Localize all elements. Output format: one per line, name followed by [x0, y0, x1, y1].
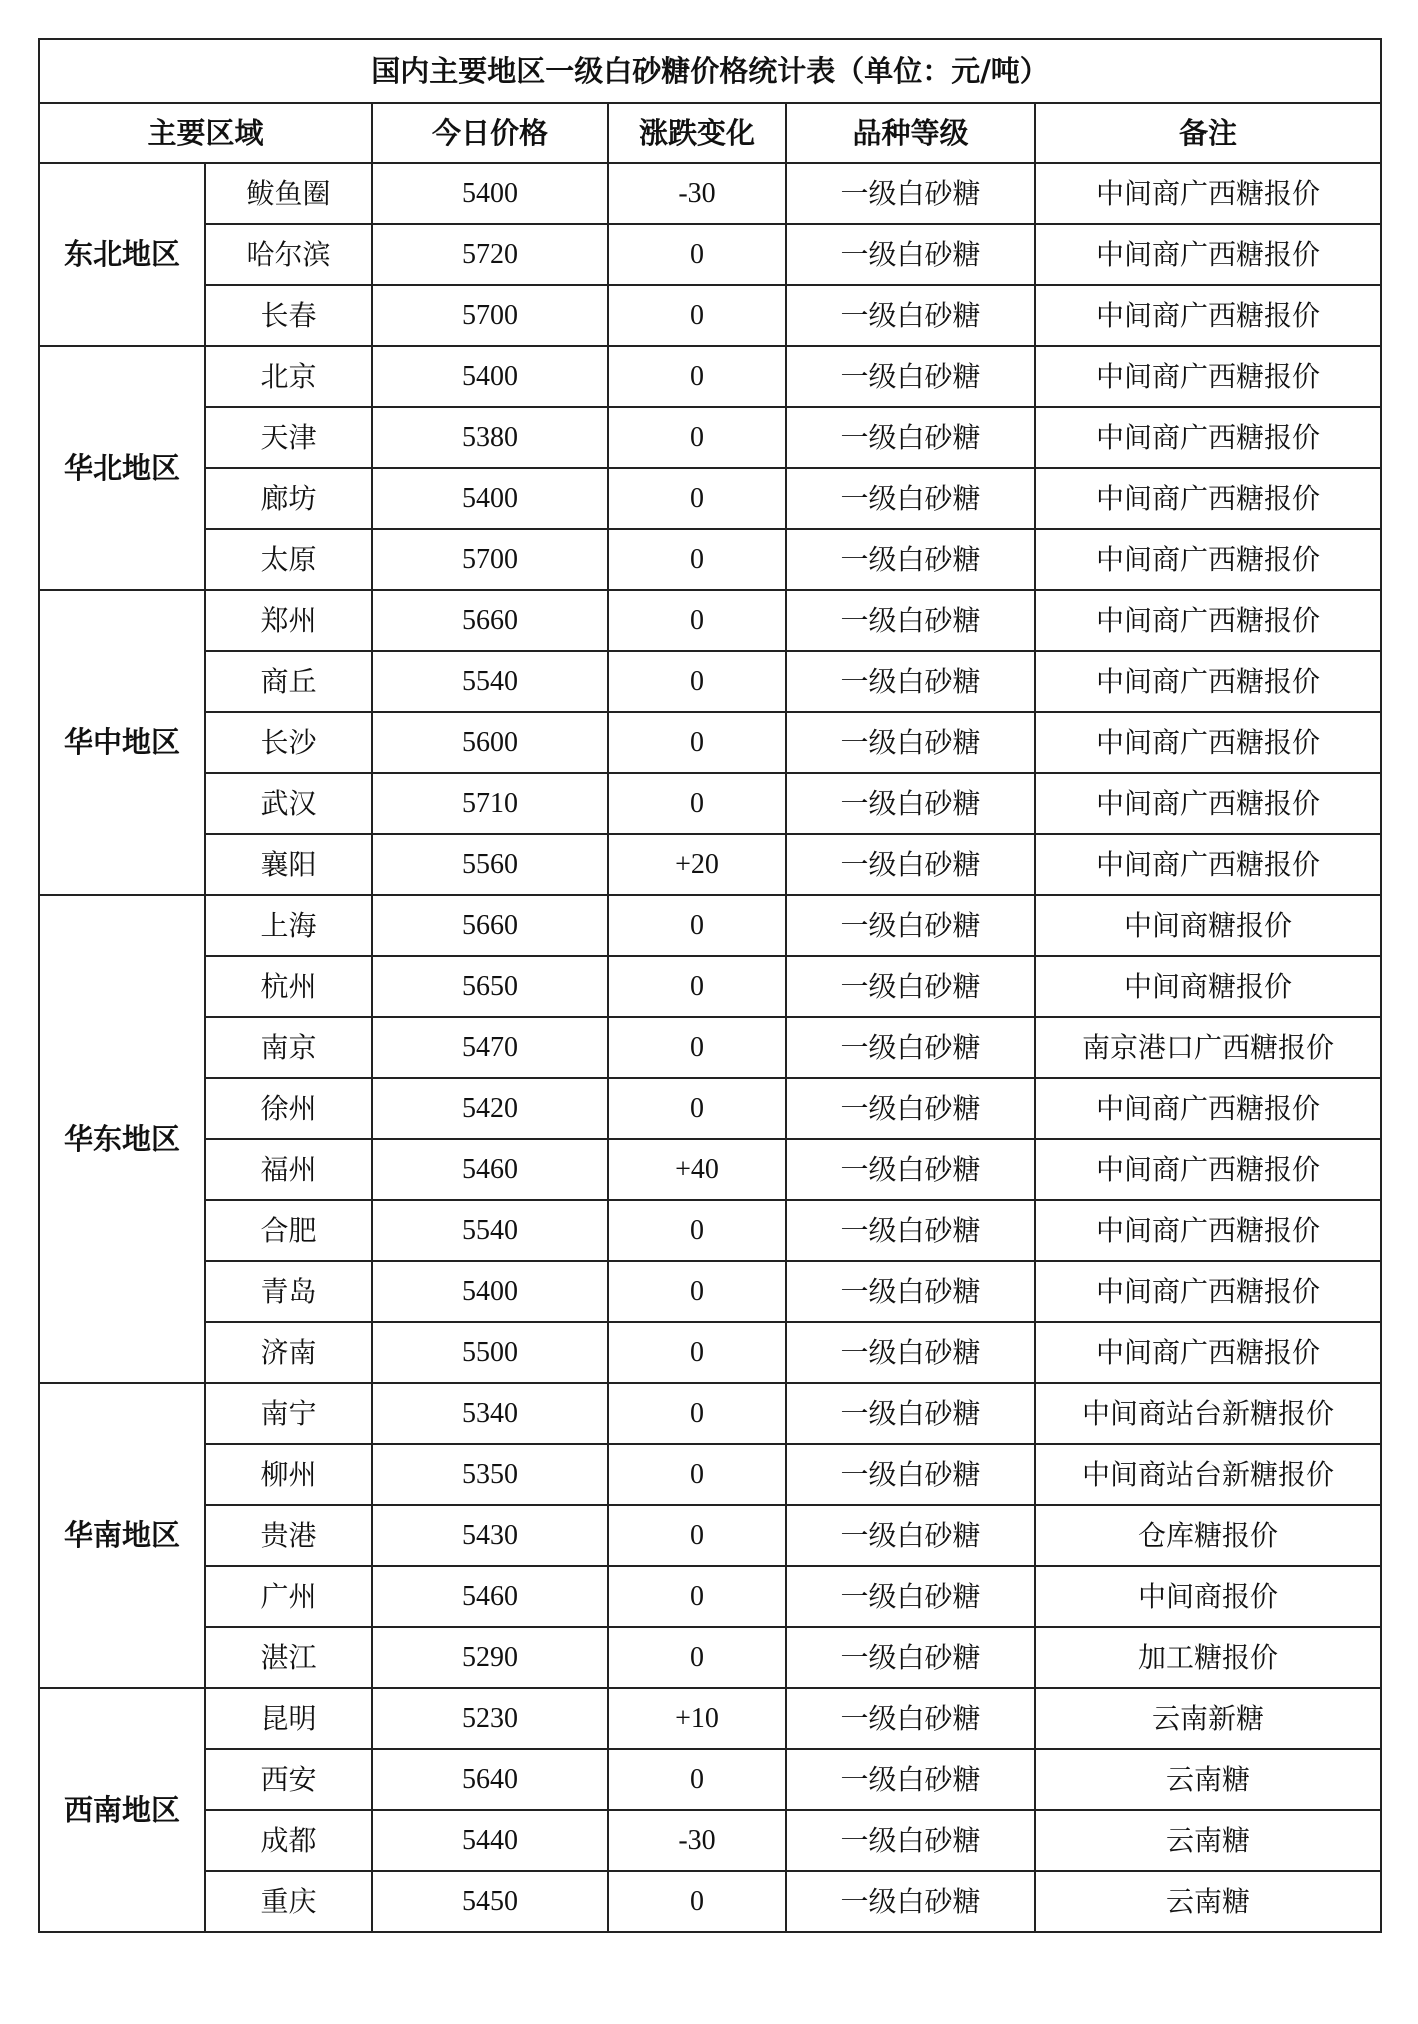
price-cell: 5700: [372, 529, 608, 590]
change-cell: 0: [608, 346, 786, 407]
note-cell: 中间商糖报价: [1035, 895, 1381, 956]
city-cell: 西安: [205, 1749, 372, 1810]
change-cell: 0: [608, 1566, 786, 1627]
grade-cell: 一级白砂糖: [786, 834, 1035, 895]
grade-cell: 一级白砂糖: [786, 956, 1035, 1017]
note-cell: 中间商报价: [1035, 1566, 1381, 1627]
city-cell: 成都: [205, 1810, 372, 1871]
table-row: [39, 1566, 1381, 1627]
note-cell: 中间商广西糖报价: [1035, 1322, 1381, 1383]
city-cell: 重庆: [205, 1871, 372, 1932]
table-row: [39, 1017, 1381, 1078]
city-cell: 上海: [205, 895, 372, 956]
price-table: [38, 38, 1382, 1933]
change-cell: 0: [608, 1749, 786, 1810]
note-cell: 中间商广西糖报价: [1035, 1261, 1381, 1322]
change-cell: 0: [608, 1444, 786, 1505]
note-cell: 中间商广西糖报价: [1035, 285, 1381, 346]
region-name: 华东地区: [39, 895, 205, 1383]
table-row: [39, 1688, 1381, 1749]
region-name: 华南地区: [39, 1383, 205, 1688]
table-row: [39, 956, 1381, 1017]
table-row: [39, 1200, 1381, 1261]
city-cell: 商丘: [205, 651, 372, 712]
note-cell: 云南糖: [1035, 1871, 1381, 1932]
change-cell: 0: [608, 956, 786, 1017]
table-row: [39, 163, 1381, 224]
note-cell: 仓库糖报价: [1035, 1505, 1381, 1566]
grade-cell: 一级白砂糖: [786, 1871, 1035, 1932]
grade-cell: 一级白砂糖: [786, 1322, 1035, 1383]
city-cell: 柳州: [205, 1444, 372, 1505]
table-body: [39, 163, 1381, 1932]
price-cell: 5540: [372, 651, 608, 712]
price-cell: 5540: [372, 1200, 608, 1261]
price-cell: 5350: [372, 1444, 608, 1505]
change-cell: 0: [608, 590, 786, 651]
grade-cell: 一级白砂糖: [786, 1261, 1035, 1322]
change-cell: +20: [608, 834, 786, 895]
city-cell: 北京: [205, 346, 372, 407]
city-cell: 长春: [205, 285, 372, 346]
city-cell: 湛江: [205, 1627, 372, 1688]
grade-cell: 一级白砂糖: [786, 895, 1035, 956]
table-row: [39, 1627, 1381, 1688]
note-cell: 中间商广西糖报价: [1035, 529, 1381, 590]
note-cell: 加工糖报价: [1035, 1627, 1381, 1688]
change-cell: 0: [608, 1383, 786, 1444]
city-cell: 青岛: [205, 1261, 372, 1322]
grade-cell: 一级白砂糖: [786, 651, 1035, 712]
note-cell: 中间商广西糖报价: [1035, 1078, 1381, 1139]
grade-cell: 一级白砂糖: [786, 773, 1035, 834]
grade-cell: 一级白砂糖: [786, 1078, 1035, 1139]
grade-cell: 一级白砂糖: [786, 1505, 1035, 1566]
city-cell: 天津: [205, 407, 372, 468]
grade-cell: 一级白砂糖: [786, 224, 1035, 285]
note-cell: 云南糖: [1035, 1810, 1381, 1871]
grade-cell: 一级白砂糖: [786, 1444, 1035, 1505]
change-cell: 0: [608, 224, 786, 285]
note-cell: 中间商广西糖报价: [1035, 773, 1381, 834]
price-cell: 5460: [372, 1566, 608, 1627]
table-row: [39, 1139, 1381, 1200]
change-cell: 0: [608, 529, 786, 590]
header-price: 今日价格: [372, 103, 608, 163]
price-cell: 5450: [372, 1871, 608, 1932]
price-cell: 5650: [372, 956, 608, 1017]
city-cell: 长沙: [205, 712, 372, 773]
change-cell: 0: [608, 1871, 786, 1932]
city-cell: 昆明: [205, 1688, 372, 1749]
table-row: [39, 1505, 1381, 1566]
city-cell: 济南: [205, 1322, 372, 1383]
change-cell: 0: [608, 712, 786, 773]
change-cell: +40: [608, 1139, 786, 1200]
note-cell: 中间商广西糖报价: [1035, 651, 1381, 712]
table-row: [39, 651, 1381, 712]
change-cell: 0: [608, 1261, 786, 1322]
change-cell: 0: [608, 1627, 786, 1688]
grade-cell: 一级白砂糖: [786, 1139, 1035, 1200]
table-row: [39, 346, 1381, 407]
city-cell: 杭州: [205, 956, 372, 1017]
change-cell: 0: [608, 285, 786, 346]
header-note: 备注: [1035, 103, 1381, 163]
table-row: [39, 1261, 1381, 1322]
grade-cell: 一级白砂糖: [786, 1383, 1035, 1444]
price-cell: 5500: [372, 1322, 608, 1383]
change-cell: -30: [608, 1810, 786, 1871]
price-cell: 5660: [372, 590, 608, 651]
change-cell: 0: [608, 1505, 786, 1566]
region-name: 西南地区: [39, 1688, 205, 1932]
price-cell: 5600: [372, 712, 608, 773]
table-row: [39, 895, 1381, 956]
grade-cell: 一级白砂糖: [786, 1810, 1035, 1871]
change-cell: 0: [608, 468, 786, 529]
price-cell: 5430: [372, 1505, 608, 1566]
price-cell: 5340: [372, 1383, 608, 1444]
region-name: 华中地区: [39, 590, 205, 895]
note-cell: 中间商站台新糖报价: [1035, 1383, 1381, 1444]
grade-cell: 一级白砂糖: [786, 346, 1035, 407]
grade-cell: 一级白砂糖: [786, 407, 1035, 468]
table-row: [39, 407, 1381, 468]
price-cell: 5440: [372, 1810, 608, 1871]
table-row: [39, 1444, 1381, 1505]
city-cell: 郑州: [205, 590, 372, 651]
grade-cell: 一级白砂糖: [786, 529, 1035, 590]
note-cell: 中间商广西糖报价: [1035, 224, 1381, 285]
city-cell: 哈尔滨: [205, 224, 372, 285]
grade-cell: 一级白砂糖: [786, 1749, 1035, 1810]
change-cell: 0: [608, 651, 786, 712]
change-cell: 0: [608, 1322, 786, 1383]
price-cell: 5400: [372, 346, 608, 407]
table-row: [39, 834, 1381, 895]
change-cell: 0: [608, 773, 786, 834]
note-cell: 云南糖: [1035, 1749, 1381, 1810]
city-cell: 太原: [205, 529, 372, 590]
table-row: [39, 1322, 1381, 1383]
price-cell: 5400: [372, 468, 608, 529]
table-row: [39, 590, 1381, 651]
city-cell: 徐州: [205, 1078, 372, 1139]
price-cell: 5720: [372, 224, 608, 285]
price-cell: 5640: [372, 1749, 608, 1810]
price-cell: 5420: [372, 1078, 608, 1139]
table-row: [39, 1810, 1381, 1871]
table-row: [39, 1871, 1381, 1932]
city-cell: 武汉: [205, 773, 372, 834]
table-row: [39, 529, 1381, 590]
table-row: [39, 224, 1381, 285]
city-cell: 鲅鱼圈: [205, 163, 372, 224]
city-cell: 贵港: [205, 1505, 372, 1566]
grade-cell: 一级白砂糖: [786, 1200, 1035, 1261]
note-cell: 中间商广西糖报价: [1035, 346, 1381, 407]
header-change: 涨跌变化: [608, 103, 786, 163]
grade-cell: 一级白砂糖: [786, 1627, 1035, 1688]
city-cell: 廊坊: [205, 468, 372, 529]
change-cell: 0: [608, 895, 786, 956]
table-row: [39, 1383, 1381, 1444]
change-cell: 0: [608, 1017, 786, 1078]
note-cell: 中间商广西糖报价: [1035, 163, 1381, 224]
table-row: [39, 468, 1381, 529]
note-cell: 中间商广西糖报价: [1035, 1139, 1381, 1200]
price-cell: 5660: [372, 895, 608, 956]
change-cell: 0: [608, 407, 786, 468]
note-cell: 中间商站台新糖报价: [1035, 1444, 1381, 1505]
price-cell: 5460: [372, 1139, 608, 1200]
price-cell: 5230: [372, 1688, 608, 1749]
note-cell: 中间商广西糖报价: [1035, 834, 1381, 895]
price-cell: 5290: [372, 1627, 608, 1688]
change-cell: 0: [608, 1078, 786, 1139]
grade-cell: 一级白砂糖: [786, 712, 1035, 773]
price-cell: 5710: [372, 773, 608, 834]
note-cell: 云南新糖: [1035, 1688, 1381, 1749]
change-cell: +10: [608, 1688, 786, 1749]
grade-cell: 一级白砂糖: [786, 285, 1035, 346]
table-row: [39, 1078, 1381, 1139]
grade-cell: 一级白砂糖: [786, 1566, 1035, 1627]
grade-cell: 一级白砂糖: [786, 163, 1035, 224]
city-cell: 南京: [205, 1017, 372, 1078]
price-cell: 5700: [372, 285, 608, 346]
region-name: 东北地区: [39, 163, 205, 346]
city-cell: 广州: [205, 1566, 372, 1627]
city-cell: 福州: [205, 1139, 372, 1200]
price-cell: 5400: [372, 163, 608, 224]
change-cell: 0: [608, 1200, 786, 1261]
city-cell: 襄阳: [205, 834, 372, 895]
change-cell: -30: [608, 163, 786, 224]
note-cell: 中间商糖报价: [1035, 956, 1381, 1017]
grade-cell: 一级白砂糖: [786, 468, 1035, 529]
note-cell: 中间商广西糖报价: [1035, 468, 1381, 529]
grade-cell: 一级白砂糖: [786, 1017, 1035, 1078]
table-row: [39, 1749, 1381, 1810]
price-cell: 5560: [372, 834, 608, 895]
grade-cell: 一级白砂糖: [786, 1688, 1035, 1749]
city-cell: 南宁: [205, 1383, 372, 1444]
header-grade: 品种等级: [786, 103, 1035, 163]
grade-cell: 一级白砂糖: [786, 590, 1035, 651]
note-cell: 中间商广西糖报价: [1035, 407, 1381, 468]
note-cell: 南京港口广西糖报价: [1035, 1017, 1381, 1078]
table-title: 国内主要地区一级白砂糖价格统计表（单位：元/吨）: [39, 39, 1381, 103]
table-row: [39, 285, 1381, 346]
city-cell: 合肥: [205, 1200, 372, 1261]
price-cell: 5470: [372, 1017, 608, 1078]
table-row: [39, 773, 1381, 834]
note-cell: 中间商广西糖报价: [1035, 1200, 1381, 1261]
table-row: [39, 712, 1381, 773]
region-name: 华北地区: [39, 346, 205, 590]
note-cell: 中间商广西糖报价: [1035, 590, 1381, 651]
price-cell: 5400: [372, 1261, 608, 1322]
price-cell: 5380: [372, 407, 608, 468]
note-cell: 中间商广西糖报价: [1035, 712, 1381, 773]
header-region: 主要区域: [39, 103, 372, 163]
